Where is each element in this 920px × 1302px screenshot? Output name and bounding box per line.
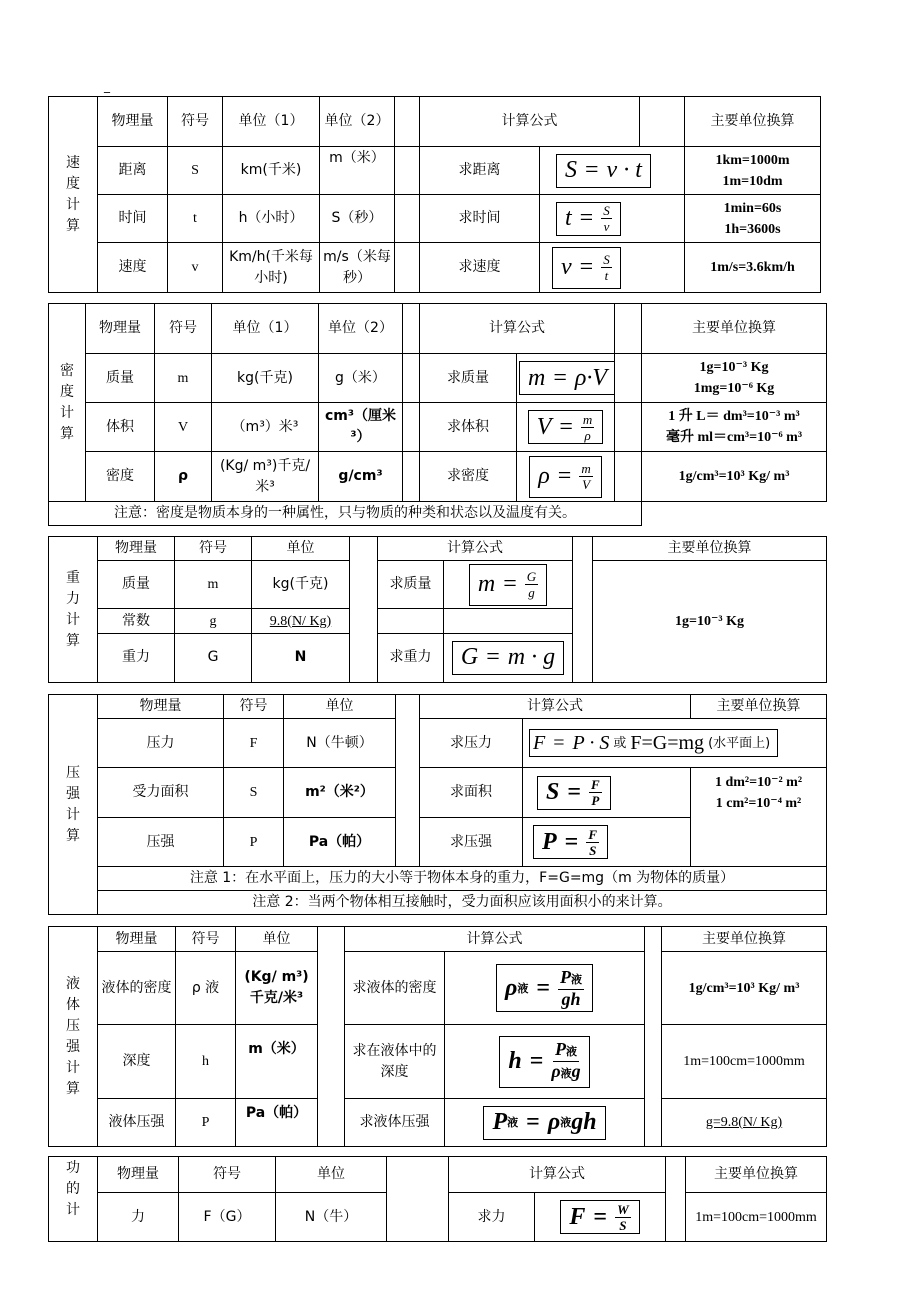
formula-label: 求液体的密度 bbox=[345, 952, 445, 1025]
conversion-cell: 1g=10⁻³ Kg 1mg=10⁻⁶ Kg bbox=[642, 354, 827, 403]
header-unit: 单位 bbox=[236, 927, 318, 952]
header-unit: 单位 bbox=[252, 537, 350, 561]
row-quantity: 压力 bbox=[98, 719, 224, 768]
header-formula: 计算公式 bbox=[378, 537, 573, 561]
row-symbol: m bbox=[175, 561, 252, 609]
formula-label: 求液体压强 bbox=[345, 1099, 445, 1147]
row-quantity: 时间 bbox=[98, 195, 168, 243]
formula-density: ρ = $\frac{m}{V}$ bbox=[517, 452, 615, 502]
row-symbol: h bbox=[176, 1025, 236, 1099]
conversion-cell: 1m=100cm=1000mm bbox=[662, 1025, 827, 1099]
formula-label: 求速度 bbox=[420, 243, 540, 293]
row-unit1: （m³）米³ bbox=[212, 403, 319, 452]
section-title: 压强计算 bbox=[49, 695, 98, 915]
row-symbol: ρ 液 bbox=[176, 952, 236, 1025]
header-unit1: 单位（1） bbox=[223, 97, 320, 147]
header-quantity: 物理量 bbox=[86, 304, 155, 354]
row-unit2: m（米） bbox=[320, 147, 395, 195]
row-unit1: km(千米) bbox=[223, 147, 320, 195]
row-unit: Pa（帕） bbox=[284, 818, 396, 867]
row-unit: N bbox=[252, 633, 350, 682]
row-quantity: 深度 bbox=[98, 1025, 176, 1099]
row-quantity: 受力面积 bbox=[98, 768, 224, 818]
row-unit1: (Kg/ m³)千克/米³ bbox=[212, 452, 319, 502]
row-symbol: m bbox=[155, 354, 212, 403]
header-symbol: 符号 bbox=[168, 97, 223, 147]
header-quantity: 物理量 bbox=[98, 695, 224, 719]
row-symbol: F bbox=[224, 719, 284, 768]
formula-weight: G = m · g bbox=[444, 633, 573, 682]
header-conversion: 主要单位换算 bbox=[691, 695, 827, 719]
row-symbol: v bbox=[168, 243, 223, 293]
row-unit: Pa（帕） bbox=[236, 1099, 318, 1147]
header-quantity: 物理量 bbox=[98, 1157, 179, 1193]
row-symbol: S bbox=[168, 147, 223, 195]
formula-label bbox=[378, 609, 444, 633]
formula-label: 求压强 bbox=[420, 818, 523, 867]
row-unit: N（牛顿） bbox=[284, 719, 396, 768]
work-table bbox=[48, 1156, 827, 1242]
row-unit: m²（米²） bbox=[284, 768, 396, 818]
formula-label: 求重力 bbox=[378, 633, 444, 682]
row-unit: kg(千克) bbox=[252, 561, 350, 609]
row-symbol: P bbox=[176, 1099, 236, 1147]
pressure-note-2: 注意 2：当两个物体相互接触时，受力面积应该用面积小的来计算。 bbox=[98, 891, 827, 915]
formula-volume: V = $\frac{m}{\rho}$ bbox=[517, 403, 615, 452]
row-symbol: V bbox=[155, 403, 212, 452]
conversion-cell: 1m=100cm=1000mm bbox=[686, 1193, 827, 1242]
section-title: 功的计 bbox=[49, 1157, 98, 1242]
row-quantity: 距离 bbox=[98, 147, 168, 195]
row-symbol: t bbox=[168, 195, 223, 243]
header-formula: 计算公式 bbox=[345, 927, 645, 952]
formula-speed: v = $\frac{S}{t}$ bbox=[540, 243, 685, 293]
formula-label: 求压力 bbox=[420, 719, 523, 768]
row-quantity: 体积 bbox=[86, 403, 155, 452]
speed-table bbox=[48, 96, 821, 293]
row-symbol: F（G） bbox=[179, 1193, 276, 1242]
row-unit1: h（小时） bbox=[223, 195, 320, 243]
row-unit2: g（米） bbox=[319, 354, 403, 403]
conversion-cell: 1m/s=3.6km/h bbox=[685, 243, 821, 293]
formula-pressure: P = $\frac{F}{S}$ bbox=[523, 818, 691, 867]
density-table bbox=[48, 303, 827, 526]
header-quantity: 物理量 bbox=[98, 927, 176, 952]
formula-force: F = P · S 或 F=G=mg (水平面上) bbox=[523, 719, 827, 768]
header-formula: 计算公式 bbox=[420, 97, 640, 147]
row-quantity: 质量 bbox=[98, 561, 175, 609]
formula-label: 求在液体中的深度 bbox=[345, 1025, 445, 1099]
header-conversion: 主要单位换算 bbox=[686, 1157, 827, 1193]
formula-liquid-density: ρ 液 = $\frac{\text{P液}}{gh}$ bbox=[445, 952, 645, 1025]
header-symbol: 符号 bbox=[175, 537, 252, 561]
row-unit: (Kg/ m³)千克/米³ bbox=[236, 952, 318, 1025]
conversion-cell: 1 升 L＝ dm³=10⁻³ m³ 毫升 ml＝cm³=10⁻⁶ m³ bbox=[642, 403, 827, 452]
row-unit2: cm³（厘米³） bbox=[319, 403, 403, 452]
header-conversion: 主要单位换算 bbox=[642, 304, 827, 354]
formula-mass: m = ρ·V bbox=[517, 354, 615, 403]
density-note: 注意：密度是物质本身的一种属性，只与物质的种类和状态以及温度有关。 bbox=[49, 502, 642, 526]
row-quantity: 重力 bbox=[98, 633, 175, 682]
header-unit2: 单位（2） bbox=[320, 97, 395, 147]
row-quantity: 压强 bbox=[98, 818, 224, 867]
row-symbol: G bbox=[175, 633, 252, 682]
row-quantity: 力 bbox=[98, 1193, 179, 1242]
row-unit: N（牛） bbox=[276, 1193, 387, 1242]
header-conversion: 主要单位换算 bbox=[593, 537, 827, 561]
row-unit2: g/cm³ bbox=[319, 452, 403, 502]
row-quantity: 液体的密度 bbox=[98, 952, 176, 1025]
header-formula: 计算公式 bbox=[420, 304, 615, 354]
formula-label: 求力 bbox=[449, 1193, 535, 1242]
conversion-cell: 1g/cm³=10³ Kg/ m³ bbox=[662, 952, 827, 1025]
header-unit: 单位 bbox=[284, 695, 396, 719]
pressure-table bbox=[48, 694, 827, 915]
liquid-pressure-table bbox=[48, 926, 827, 1147]
row-unit: m（米） bbox=[236, 1025, 318, 1099]
header-symbol: 符号 bbox=[155, 304, 212, 354]
formula-time: t = $\frac{S}{v}$ bbox=[540, 195, 685, 243]
formula-distance: S = v · t bbox=[540, 147, 685, 195]
conversion-cell: 1g=10⁻³ Kg bbox=[593, 561, 827, 683]
header-formula: 计算公式 bbox=[420, 695, 691, 719]
row-quantity: 速度 bbox=[98, 243, 168, 293]
formula-label: 求面积 bbox=[420, 768, 523, 818]
conversion-cell: g=9.8(N/ Kg) bbox=[662, 1099, 827, 1147]
row-unit2: S（秒） bbox=[320, 195, 395, 243]
formula-label: 求时间 bbox=[420, 195, 540, 243]
formula-label: 求质量 bbox=[378, 561, 444, 609]
row-unit1: Km/h(千米每小时) bbox=[223, 243, 320, 293]
formula-label: 求体积 bbox=[420, 403, 517, 452]
row-quantity: 质量 bbox=[86, 354, 155, 403]
header-symbol: 符号 bbox=[176, 927, 236, 952]
formula-liquid-pressure: P 液 = ρ 液 gh bbox=[445, 1099, 645, 1147]
formula-area: S = $\frac{F}{P}$ bbox=[523, 768, 691, 818]
pressure-note-1: 注意 1：在水平面上，压力的大小等于物体本身的重力，F=G=mg（m 为物体的质量） bbox=[98, 867, 827, 891]
formula-work-force: F = $\frac{W}{S}$ bbox=[535, 1193, 666, 1242]
header-formula: 计算公式 bbox=[449, 1157, 666, 1193]
row-unit1: kg(千克) bbox=[212, 354, 319, 403]
row-quantity: 常数 bbox=[98, 609, 175, 633]
row-symbol: P bbox=[224, 818, 284, 867]
row-symbol: g bbox=[175, 609, 252, 633]
page-mark: _ bbox=[104, 79, 110, 93]
conversion-cell: 1km=1000m 1m=10dm bbox=[685, 147, 821, 195]
formula-mass: m = $\frac{G}{g}$ bbox=[444, 561, 573, 609]
row-unit: 9.8(N/ Kg) bbox=[252, 609, 350, 633]
header-unit: 单位 bbox=[276, 1157, 387, 1193]
formula-label: 求密度 bbox=[420, 452, 517, 502]
formula-label: 求质量 bbox=[420, 354, 517, 403]
formula-liquid-depth: h = $\frac{\text{P液}}{\text{ρ液g}}$ bbox=[445, 1025, 645, 1099]
section-title: 液体压强计算 bbox=[49, 927, 98, 1147]
conversion-cell: 1min=60s 1h=3600s bbox=[685, 195, 821, 243]
section-title: 密度计算 bbox=[49, 304, 86, 502]
row-quantity: 密度 bbox=[86, 452, 155, 502]
section-title: 重力计算 bbox=[49, 537, 98, 683]
row-symbol: S bbox=[224, 768, 284, 818]
formula-label: 求距离 bbox=[420, 147, 540, 195]
row-symbol: ρ bbox=[155, 452, 212, 502]
header-conversion: 主要单位换算 bbox=[685, 97, 821, 147]
section-title: 速度计算 bbox=[49, 97, 98, 293]
conversion-cell: 1 dm²=10⁻² m² 1 cm²=10⁻⁴ m² bbox=[691, 768, 827, 867]
header-unit2: 单位（2） bbox=[319, 304, 403, 354]
conversion-cell: 1g/cm³=10³ Kg/ m³ bbox=[642, 452, 827, 502]
gravity-table bbox=[48, 536, 827, 683]
header-conversion: 主要单位换算 bbox=[662, 927, 827, 952]
header-quantity: 物理量 bbox=[98, 97, 168, 147]
header-symbol: 符号 bbox=[179, 1157, 276, 1193]
header-unit1: 单位（1） bbox=[212, 304, 319, 354]
header-symbol: 符号 bbox=[224, 695, 284, 719]
row-quantity: 液体压强 bbox=[98, 1099, 176, 1147]
header-quantity: 物理量 bbox=[98, 537, 175, 561]
row-unit2: m/s（米每秒） bbox=[320, 243, 395, 293]
